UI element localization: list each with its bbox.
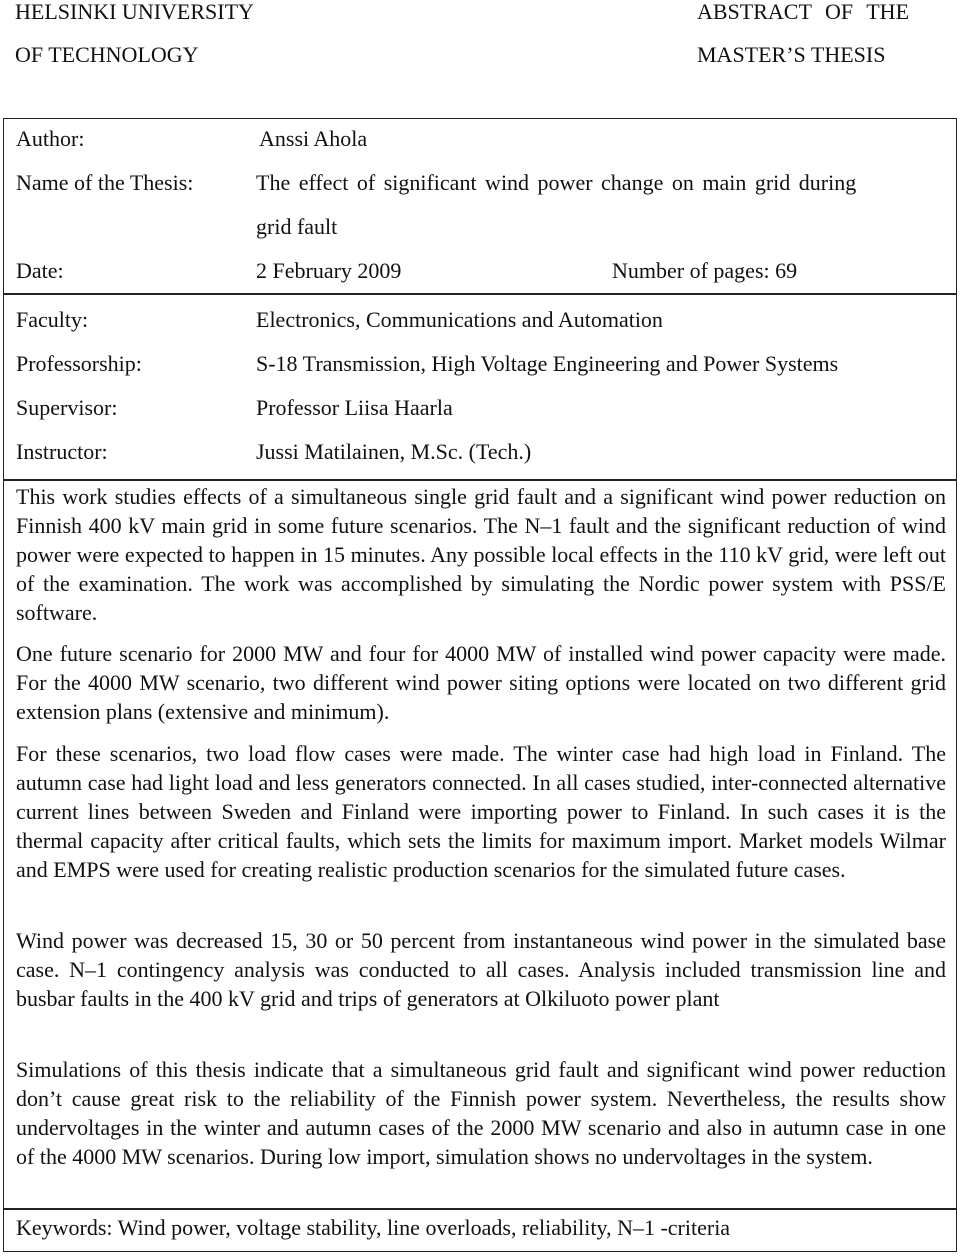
date-value: 2 February 2009 <box>256 258 402 283</box>
thesis-name-value-line2: grid fault <box>256 214 338 239</box>
faculty-box <box>3 294 957 480</box>
page-count: Number of pages: 69 <box>612 258 798 283</box>
professorship-label: Professorship: <box>16 351 142 376</box>
abstract-paragraph-4: Wind power was decreased 15, 30 or 50 percent from instantaneous wind power in the simulated base case. N–1 contingency analysis was conducted to all cases. Analysis included transmission line and busbar faults in the 400 kV grid and trips of generators at Olkiluoto power plant <box>16 928 946 1011</box>
document-type-header <box>697 0 909 76</box>
author-value: Anssi Ahola <box>259 126 368 151</box>
supervisor-value: Professor Liisa Haarla <box>256 395 453 420</box>
university-header <box>15 0 254 76</box>
thesis-info-box <box>3 118 957 294</box>
document-type-line1: ABSTRACT OF THE <box>697 0 910 24</box>
abstract-paragraph-1: This work studies effects of a simultaneous single grid fault and a significant wind power reduction on Finnish 400 kV main grid in some future scenarios. The N–1 fault and the significant reduction of wind power were expected to happen in 15 minutes. Any possible local effects in the 110 kV grid, were left out of the examination. The work was accomplished by simulating the Nordic power system with PSS/E software. <box>16 484 946 625</box>
abstract-paragraph-3: For these scenarios, two load flow cases were made. The winter case had high load in Finland. The autumn case had light load and less generators connected. In all cases studied, inter-connected alternative current lines between Sweden and Finland were importing power to Finland. In such cases it is the thermal capacity after critical faults, which sets the limits for maximum import. Market models Wilmar and EMPS were used for creating realistic production scenarios for the simulated future cases. <box>16 741 946 882</box>
university-name-line2: OF TECHNOLOGY <box>15 42 199 67</box>
faculty-label: Faculty: <box>16 307 89 332</box>
faculty-value: Electronics, Communications and Automation <box>256 307 663 332</box>
instructor-label: Instructor: <box>16 439 108 464</box>
author-label: Author: <box>16 126 85 151</box>
professorship-value: S-18 Transmission, High Voltage Engineering and Power Systems <box>256 351 839 376</box>
abstract-box <box>3 480 957 1209</box>
thesis-name-label: Name of the Thesis: <box>16 170 194 195</box>
document-type-line2: MASTER’S THESIS <box>697 42 886 67</box>
keywords-text: Keywords: Wind power, voltage stability, line overloads, reliability, N–1 -criteria <box>16 1215 731 1240</box>
university-name-line1: HELSINKI UNIVERSITY <box>15 0 254 24</box>
abstract-paragraph-2: One future scenario for 2000 MW and four for 4000 MW of installed wind power capacity were made. For the 4000 MW scenario, two different wind power siting options were located on two different grid extension plans (extensive and minimum). <box>16 641 946 724</box>
date-label: Date: <box>16 258 64 283</box>
supervisor-label: Supervisor: <box>16 395 118 420</box>
keywords-box <box>3 1209 957 1252</box>
thesis-name-value-line1: The effect of significant wind power change on main grid during <box>256 170 857 195</box>
abstract-paragraph-5: Simulations of this thesis indicate that a simultaneous grid fault and significant wind power reduction don’t cause great risk to the reliability of the Finnish power system. Nevertheless, the results show undervoltages in the winter and autumn cases of the 2000 MW scenario and also in autumn case in one of the 4000 MW scenarios. During low import, simulation shows no undervoltages in the system. <box>16 1057 946 1169</box>
instructor-value: Jussi Matilainen, M.Sc. (Tech.) <box>256 439 532 464</box>
